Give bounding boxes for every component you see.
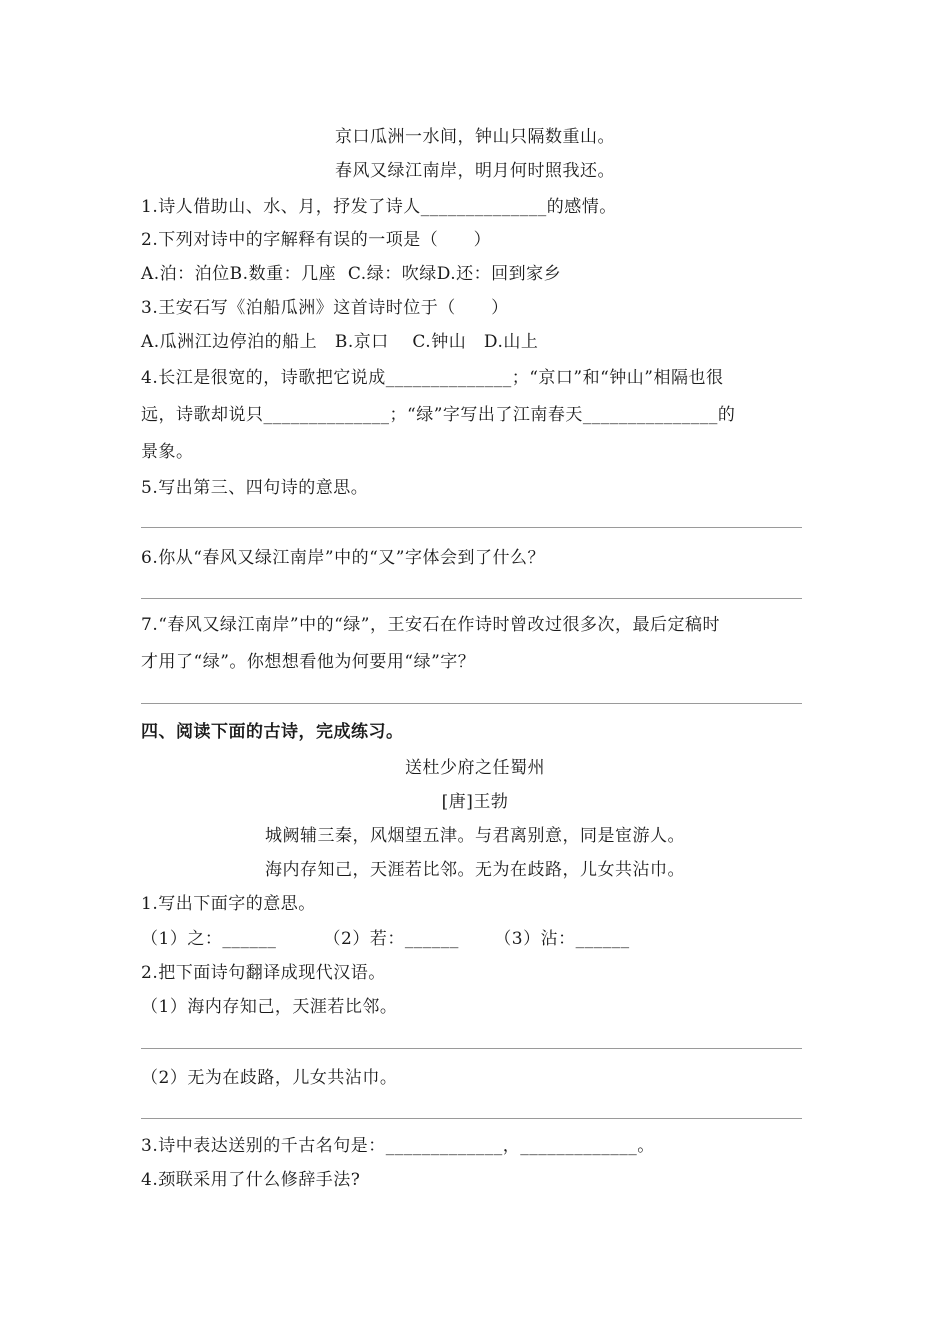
question-line: 7.“春风又绿江南岸”中的“绿”，王安石在作诗时曾改过很多次，最后定稿时	[141, 615, 720, 635]
question-line: 4.长江是很宽的，诗歌把它说成______________；“京口”和“钟山”相隔也很	[141, 368, 724, 388]
section-heading: 四、阅读下面的古诗，完成练习。	[141, 722, 404, 742]
question-line: 3.诗中表达送别的千古名句是：_____________，_____________。	[141, 1136, 655, 1156]
question-line: A.泊：泊位B.数重：几座 C.绿：吹绿D.还：回到家乡	[141, 264, 562, 284]
poem-line: 春风又绿江南岸，明月何时照我还。	[335, 161, 615, 181]
answer-line	[141, 598, 802, 599]
question-line: 景象。	[141, 442, 194, 462]
question-line: （1）之：______ （2）若：______ （3）沾：______	[141, 929, 630, 949]
question-line: （1）海内存知己，天涯若比邻。	[141, 997, 398, 1017]
poem-title: 送杜少府之任蜀州	[405, 758, 545, 778]
question-line: 1.诗人借助山、水、月，抒发了诗人______________的感情。	[141, 197, 617, 217]
question-line: （2）无为在歧路，儿女共沾巾。	[141, 1068, 398, 1088]
question-line: 4.颈联采用了什么修辞手法?	[141, 1170, 361, 1190]
question-line: 5.写出第三、四句诗的意思。	[141, 478, 369, 498]
question-line: 2.把下面诗句翻译成现代汉语。	[141, 963, 386, 983]
question-line: 1.写出下面字的意思。	[141, 894, 316, 914]
poem-line: 城阙辅三秦，风烟望五津。与君离别意，同是宦游人。	[265, 826, 685, 846]
poem-line: 京口瓜洲一水间，钟山只隔数重山。	[335, 127, 615, 147]
question-line: 6.你从“春风又绿江南岸”中的“又”字体会到了什么？	[141, 548, 545, 568]
answer-line	[141, 703, 802, 704]
question-line: 远，诗歌却说只______________；“绿”字写出了江南春天_______________的	[141, 405, 736, 425]
question-line: A.瓜洲江边停泊的船上 B.京口 C.钟山 D.山上	[141, 332, 539, 352]
poem-line: 海内存知己，天涯若比邻。无为在歧路，儿女共沾巾。	[265, 860, 685, 880]
poem-author: [唐]王勃	[441, 792, 509, 812]
answer-line	[141, 1118, 802, 1119]
question-line: 2.下列对诗中的字解释有误的一项是（ ）	[141, 230, 492, 250]
question-line: 3.王安石写《泊船瓜洲》这首诗时位于（ ）	[141, 298, 509, 318]
answer-line	[141, 1048, 802, 1049]
question-line: 才用了“绿”。你想想看他为何要用“绿”字？	[141, 652, 476, 672]
answer-line	[141, 527, 802, 528]
